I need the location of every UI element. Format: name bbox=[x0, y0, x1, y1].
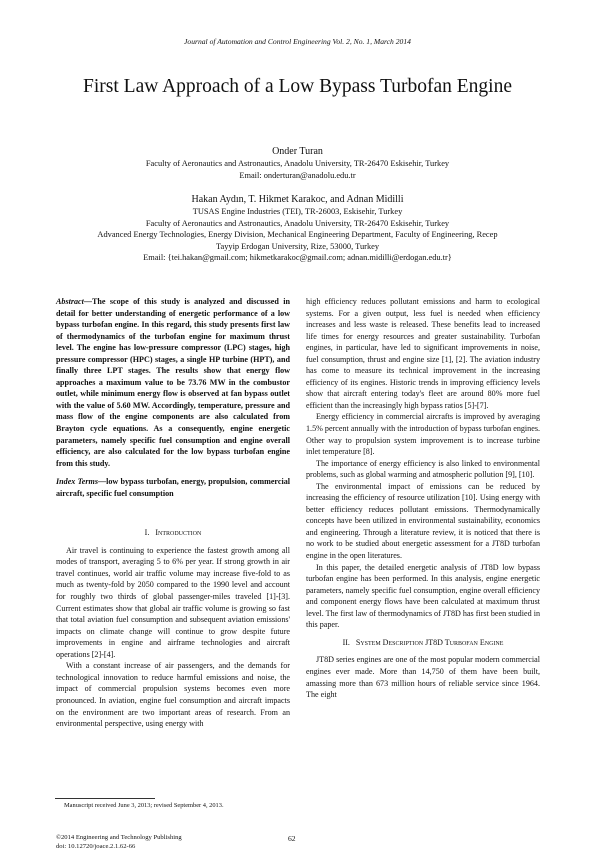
paragraph: The environmental impact of emissions can be reduced by increasing the efficiency of resource utilization [10]. Using energy with better efficiency reduces pollutant emissions. Thermodynamically concepts have been utilized in environmental sustainability, economics and engineering. Through a literature review, it is noticed that there is no work to be studied about energetic assessment for a JT8D turbofan engine in the open literatures. bbox=[306, 481, 540, 562]
copyright: ©2014 Engineering and Technology Publishing bbox=[56, 834, 182, 843]
footnote: Manuscript received June 3, 2013; revised September 4, 2013. bbox=[64, 802, 224, 809]
author-email: Email: onderturan@anadolu.edu.tr bbox=[20, 170, 575, 182]
index-terms bbox=[56, 476, 290, 499]
index-terms-text: —low bypass turbofan, energy, propulsion, commercial aircraft, specific fuel consumption bbox=[56, 477, 290, 498]
author-emails: Email: {tei.hakan@gmail.com; hikmetkarakoc@gmail.com; adnan.midilli@erdogan.edu.tr} bbox=[20, 252, 575, 264]
section-heading-system-description: II. System Description JT8D Turbofan Engine bbox=[306, 637, 540, 649]
right-column bbox=[306, 296, 540, 701]
author-affiliation-line: Advanced Energy Technologies, Energy Division, Mechanical Engineering Department, Faculty of Engineering, Recep bbox=[20, 229, 575, 241]
author-affiliation-line: Tayyip Erdogan University, Rize, 53000, Turkey bbox=[20, 241, 575, 253]
paragraph: Energy efficiency in commercial aircrafts is improved by averaging 1.5% percent annually with the introduction of bypass turbofan engines. Other way to propulsion system improvement is to increase turbine inlet temperature [8]. bbox=[306, 411, 540, 457]
abstract bbox=[56, 296, 290, 469]
running-head: Journal of Automation and Control Engineering Vol. 2, No. 1, March 2014 bbox=[0, 37, 595, 46]
author-affiliation-line: TUSAS Engine Industries (TEI), TR-26003, Eskisehir, Turkey bbox=[20, 206, 575, 218]
paper-title: First Law Approach of a Low Bypass Turbofan Engine bbox=[40, 74, 555, 99]
paragraph: The importance of energy efficiency is also linked to environmental problems, such as global warming and atmospheric pollution [9], [10]. bbox=[306, 458, 540, 481]
left-column bbox=[56, 296, 290, 730]
paragraph: high efficiency reduces pollutant emissions and harm to ecological systems. For a given output, less fuel is needed when efficiency increases and less waste is released. These benefits lead to increased life times for energy resources and greater sustainability. Turbofan engines, in particular, have led to significant improvements in noise, fuel consumption, thrust and engine size [1], [2]. The aviation industry has come to measure its technical improvement in the increasing efficiency of its engines. Historic trends in improving efficiency levels show that aircraft entering today's fleet are around 80% more fuel efficient than the increasingly high bypass ratios [5]-[7]. bbox=[306, 296, 540, 411]
abstract-lead: Abstract bbox=[56, 297, 84, 306]
author-affiliation: Faculty of Aeronautics and Astronautics, Anadolu University, TR-26470 Eskisehir, Turkey bbox=[20, 158, 575, 170]
author-names: Hakan Aydın, T. Hikmet Karakoc, and Adnan Midilli bbox=[20, 193, 575, 206]
abstract-text: —The scope of this study is analyzed and discussed in detail for better understanding of energetic performance of a low bypass turbofan engine. In this regard, this study presents first law of thermodynamics of the turbofan engine for maximum thrust level. The engine has low-pressure compressor (LPC) stages, high pressure compressor (HPC) stages, a single HP turbine (HPT), and finally three LPT stages. The results show that energy flow approaches a maximum value to be 73.76 MW in the combustor outlet, while minimum energy flow is observed at fan bypass outlet with the value of 5.60 MW. Accordingly, temperature, pressure and mass flow of the engine components are also calculated from Brayton cycle equations. As a consequently, engine energetic parameters, namely specific fuel consumption and engine overall efficiency, are also calculated for the low bypass turbofan engine from this study. bbox=[56, 297, 290, 468]
footer-publisher bbox=[56, 834, 182, 851]
author-block-1 bbox=[20, 145, 575, 181]
paragraph: JT8D series engines are one of the most popular modern commercial engines ever made. More than 14,750 of them have been built, amassing more than 673 million hours of reliable service since 1964. The eight bbox=[306, 654, 540, 700]
page-number: 62 bbox=[288, 834, 296, 843]
author-name: Onder Turan bbox=[20, 145, 575, 158]
author-affiliation-line: Faculty of Aeronautics and Astronautics, Anadolu University, TR-26470 Eskisehir, Turkey bbox=[20, 218, 575, 230]
paragraph: Air travel is continuing to experience the fastest growth among all modes of transport, averaging 5 to 6% per year. If strong growth in air travel continues, world air traffic volume may increase five-fold to as much as twenty-fold by 2050 compared to the 1990 level and account for roughly two thirds of global passenger-miles traveled [1]-[3]. Current estimates show that global air traffic volume is growing so fast that total aviation fuel consumption and subsequent aviation emissions' impacts on climate change will continue to grow despite future improvements in engine and airframe technologies and aircraft operations [2]-[4]. bbox=[56, 545, 290, 660]
paragraph: In this paper, the detailed energetic analysis of JT8D low bypass turbofan engine has been performed. In this analysis, engine energetic parameters, namely specific fuel consumption, engine overall efficiency and component energy flows have been calculated at maximum thrust level. The first law of thermodynamics of JT8D has first been studied in this paper. bbox=[306, 562, 540, 631]
section-heading-introduction: I. Introduction bbox=[56, 527, 290, 539]
author-block-2 bbox=[20, 193, 575, 264]
index-terms-lead: Index Terms bbox=[56, 477, 98, 486]
doi: doi: 10.12720/joace.2.1.62-66 bbox=[56, 843, 182, 851]
footnote-rule bbox=[55, 798, 155, 799]
paragraph: With a constant increase of air passengers, and the demands for technological innovation to reduce harmful emissions and noise, the impact of commercial propulsion systems becomes even more pronounced. In aviation, engine fuel consumption and aircraft impacts on the environment are two important areas of research. From an environmental perspective, using energy with bbox=[56, 660, 290, 729]
